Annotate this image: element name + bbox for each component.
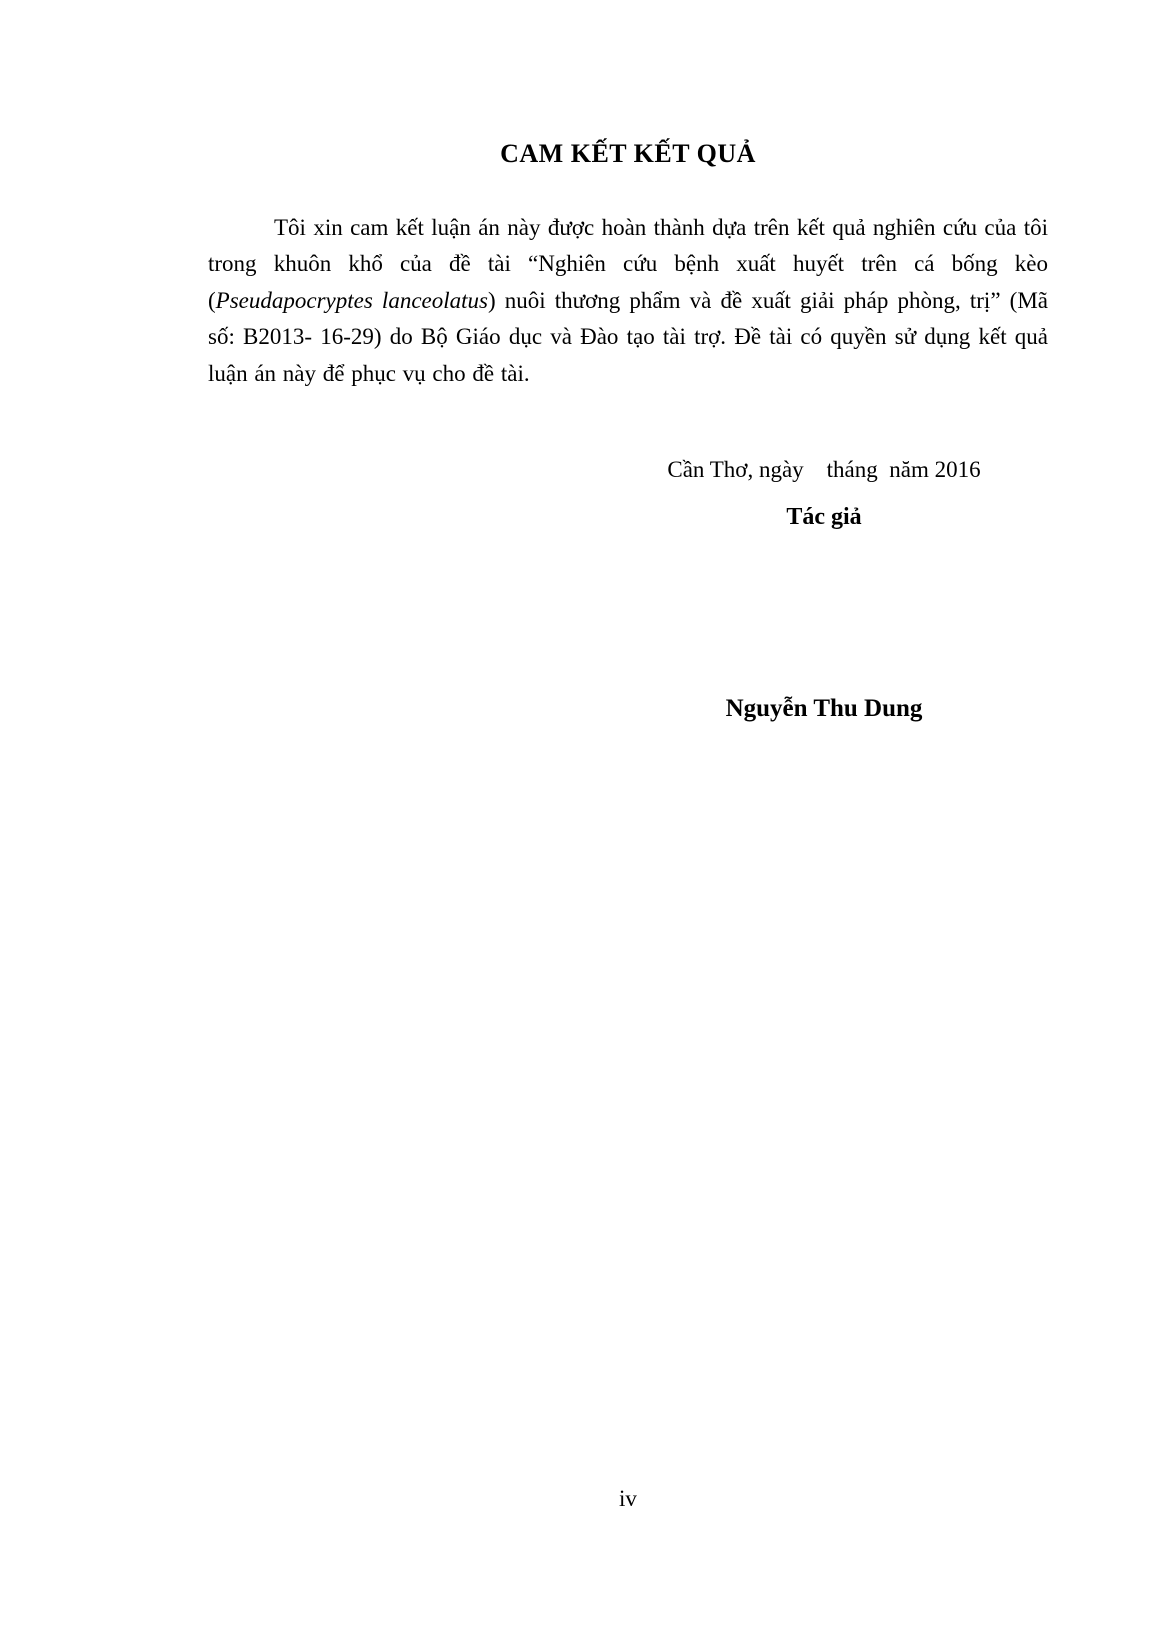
species-name-italic: Pseudapocryptes lanceolatus bbox=[215, 287, 488, 313]
date-line: Cần Thơ, ngày tháng năm 2016 bbox=[667, 457, 981, 483]
paragraph-text-before-species: Tôi xin cam kết luận án này được hoàn thành dựa trên kết quả nghiên cứu của tôi trong khuôn khổ của đề tài “Nghiên cứu bệnh xuất huyết trên cá bống kèo ( bbox=[208, 215, 1048, 313]
signature-block bbox=[600, 452, 1048, 724]
author-label: Tác giả bbox=[786, 504, 862, 531]
page-title: CAM KẾT KẾT QUẢ bbox=[500, 139, 756, 168]
commitment-paragraph bbox=[208, 210, 1048, 392]
author-name: Nguyễn Thu Dung bbox=[725, 695, 923, 723]
paragraph-text-after-species: ) nuôi thương phẩm và đề xuất giải pháp phòng, trị” (Mã số: B2013- 16-29) do Bộ Giáo dục và Đào tạo tài trợ. Đề tài có quyền sử dụng kết quả luận án này để phục vụ cho đề tài. bbox=[208, 287, 1048, 386]
page-number: iv bbox=[619, 1486, 637, 1511]
